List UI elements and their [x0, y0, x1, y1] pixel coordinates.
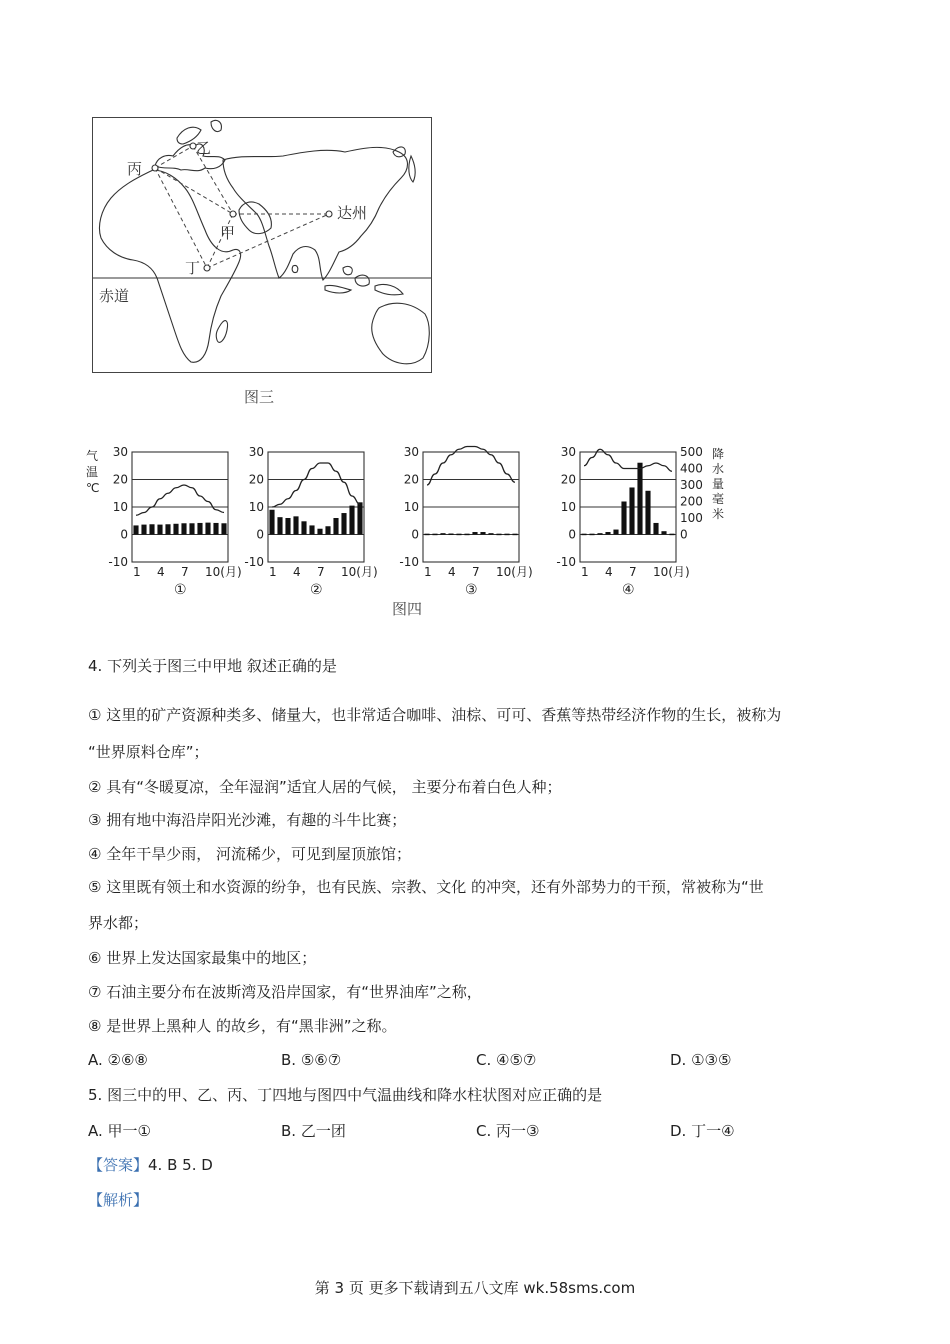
precip-unit-label: 量 — [712, 477, 725, 491]
y-tick-label-4: -10 — [556, 555, 576, 569]
precip-bar-4-5 — [613, 530, 618, 535]
precip-bar-3-12 — [512, 534, 517, 536]
map-label-bing: 丙 — [127, 160, 143, 178]
x-tick-label-3: 4 — [448, 565, 456, 579]
y-tick-label-1: 20 — [112, 472, 128, 487]
point-ding — [204, 265, 210, 271]
precip-bar-2-7 — [317, 529, 322, 535]
q4-item-5-cont: 界水都； — [88, 914, 149, 932]
x-tick-label-4: 4 — [605, 565, 613, 579]
analysis-tag: 【解析】 — [88, 1191, 149, 1209]
y-tick-label-4: 0 — [568, 527, 576, 542]
answer-text: 4. B 5. D — [148, 1156, 213, 1174]
temperature-curve-1 — [136, 485, 224, 515]
precip-bar-1-3 — [149, 524, 154, 534]
precip-bar-2-1 — [269, 510, 274, 535]
precip-bar-2-8 — [325, 526, 330, 534]
q4-item-1-cont: “世界原料仓库”； — [88, 743, 209, 761]
precip-bar-2-10 — [341, 513, 346, 534]
precip-bar-4-6 — [621, 502, 626, 535]
precip-bar-2-9 — [333, 518, 338, 535]
panel-label-4: ④ — [622, 582, 635, 598]
figure-4-caption: 图四 — [392, 600, 423, 618]
right-axis-label: 200 — [680, 494, 703, 509]
x-tick-label-2: 10(月) — [341, 565, 378, 579]
q4-item-8: ⑧ 是世界上黑种人 的故乡，有“黑非洲”之称。 — [88, 1017, 397, 1035]
q4-item-1: ① 这里的矿产资源种类多、储量大，也非常适合咖啡、油棕、可可、香蕉等热带经济作物的生长，被称为 — [88, 706, 782, 724]
map-label-yi: 乙 — [196, 139, 212, 157]
panel-label-2: ② — [310, 582, 323, 598]
q4-item-5: ⑤ 这里既有领土和水资源的纷争，也有民族、宗教、文化 的冲突，还有外部势力的干预，常被称为“世 — [88, 878, 764, 896]
precip-bar-4-3 — [597, 533, 602, 535]
x-tick-label-4: 7 — [629, 565, 637, 579]
precip-bar-2-12 — [357, 502, 362, 534]
map-label-jia: 甲 — [220, 224, 236, 242]
x-tick-label-4: 10(月) — [653, 565, 690, 579]
answer-line — [88, 1155, 213, 1175]
right-axis-label: 300 — [680, 478, 703, 492]
y-tick-label-3: -10 — [399, 555, 419, 569]
precip-unit-label: 毫 — [712, 492, 725, 506]
precip-bar-1-5 — [165, 524, 170, 534]
temp-unit-label: 温 — [86, 465, 99, 479]
right-axis-label: 0 — [680, 527, 688, 542]
precip-bar-2-4 — [293, 516, 298, 534]
y-tick-label-3: 10 — [403, 500, 419, 514]
map-label-ding: 丁 — [185, 259, 201, 277]
panel-label-1: ① — [174, 582, 187, 598]
precip-bar-1-9 — [197, 523, 202, 535]
q5-option-a[interactable]: A. 甲一① — [88, 1122, 151, 1140]
right-axis-label: 100 — [680, 511, 703, 525]
world-map-figure — [92, 117, 432, 373]
y-tick-label-3: 20 — [403, 472, 419, 487]
precip-bar-4-8 — [637, 463, 642, 535]
temp-unit-label: ℃ — [86, 481, 100, 495]
q5-option-d[interactable]: D. 丁一④ — [670, 1122, 735, 1140]
figure-3-caption: 图三 — [244, 388, 275, 406]
y-tick-label-4: 20 — [560, 472, 576, 487]
q4-option-b[interactable]: B. ⑤⑥⑦ — [281, 1051, 342, 1069]
precip-bar-2-6 — [309, 525, 314, 534]
precip-bar-3-7 — [472, 532, 477, 534]
y-tick-label-3: 30 — [403, 445, 419, 459]
y-tick-label-1: 0 — [120, 527, 128, 542]
precip-bar-4-2 — [589, 534, 594, 536]
precip-bar-1-10 — [205, 523, 210, 535]
precip-bar-2-3 — [285, 518, 290, 535]
x-tick-label-1: 1 — [133, 565, 141, 579]
map-label-dazhou: 达州 — [337, 204, 368, 222]
x-tick-label-1: 10(月) — [205, 565, 242, 579]
x-tick-label-2: 1 — [269, 565, 277, 579]
answer-tag: 【答案】 — [88, 1156, 149, 1174]
y-tick-label-3: 0 — [411, 527, 419, 542]
y-tick-label-1: 30 — [112, 445, 128, 459]
q4-item-4: ④ 全年干旱少雨， 河流稀少，可见到屋顶旅馆； — [88, 845, 411, 863]
q4-item-2: ② 具有“冬暖夏凉，全年湿润”适宜人居的气候， 主要分布着白色人种； — [88, 778, 562, 796]
y-tick-label-1: 10 — [112, 500, 128, 514]
q4-option-a[interactable]: A. ②⑥⑧ — [88, 1051, 148, 1069]
question-4-stem: 4. 下列关于图三中甲地 叙述正确的是 — [88, 657, 337, 675]
point-dazhou — [326, 211, 332, 217]
precip-bar-1-2 — [141, 525, 146, 535]
x-tick-label-3: 1 — [424, 565, 432, 579]
precip-unit-label: 水 — [712, 462, 725, 476]
precip-bar-1-11 — [213, 523, 218, 535]
x-tick-label-4: 1 — [581, 565, 589, 579]
q5-option-b[interactable]: B. 乙一团 — [281, 1122, 346, 1140]
precip-bar-3-4 — [448, 534, 453, 536]
y-tick-label-1: -10 — [108, 555, 128, 569]
point-jia — [230, 211, 236, 217]
precip-bar-3-8 — [480, 532, 485, 534]
precip-bar-1-1 — [133, 525, 138, 534]
precip-bar-2-5 — [301, 521, 306, 534]
panel-label-3: ③ — [465, 582, 478, 598]
x-tick-label-1: 7 — [181, 565, 189, 579]
precip-bar-1-8 — [189, 523, 194, 534]
temperature-curve-2 — [272, 463, 360, 507]
y-tick-label-4: 10 — [560, 500, 576, 514]
x-tick-label-3: 7 — [472, 565, 480, 579]
x-tick-label-3: 10(月) — [496, 565, 533, 579]
q4-item-6: ⑥ 世界上发达国家最集中的地区； — [88, 949, 317, 967]
precip-bar-3-5 — [456, 534, 461, 536]
temp-unit-label: 气 — [86, 449, 99, 463]
map-drawing — [93, 118, 431, 372]
y-tick-label-2: 30 — [248, 445, 264, 459]
question-5-stem: 5. 图三中的甲、乙、丙、丁四地与图四中气温曲线和降水柱状图对应正确的是 — [88, 1086, 603, 1104]
q4-item-7: ⑦ 石油主要分布在波斯湾及沿岸国家，有“世界油库”之称， — [88, 983, 482, 1001]
precip-bar-3-10 — [496, 534, 501, 536]
precip-bar-4-11 — [661, 531, 666, 534]
precip-bar-2-2 — [277, 517, 282, 534]
q5-option-c[interactable]: C. 丙一③ — [476, 1122, 540, 1140]
precip-bar-4-1 — [581, 534, 586, 536]
precip-bar-2-11 — [349, 506, 354, 535]
x-tick-label-1: 4 — [157, 565, 165, 579]
climate-charts — [80, 438, 740, 618]
precip-bar-3-11 — [504, 534, 509, 536]
y-tick-label-2: 20 — [248, 472, 264, 487]
precip-bar-1-6 — [173, 524, 178, 535]
page-footer: 第 3 页 更多下载请到五八文库 wk.58sms.com — [314, 1279, 636, 1297]
y-tick-label-2: 10 — [248, 500, 264, 514]
precip-bar-3-6 — [464, 534, 469, 536]
precip-unit-label: 降 — [712, 447, 725, 461]
precip-bar-3-9 — [488, 533, 493, 535]
climate-charts-svg — [80, 438, 740, 618]
precip-bar-3-2 — [432, 534, 437, 536]
q4-option-d[interactable]: D. ①③⑤ — [670, 1051, 732, 1069]
point-bing — [152, 165, 158, 171]
q4-item-3: ③ 拥有地中海沿岸阳光沙滩，有趣的斗牛比赛； — [88, 811, 407, 829]
map-label-equator: 赤道 — [99, 287, 130, 305]
x-tick-label-2: 4 — [293, 565, 301, 579]
x-tick-label-2: 7 — [317, 565, 325, 579]
precip-bar-4-4 — [605, 532, 610, 534]
precip-bar-3-1 — [424, 534, 429, 536]
right-axis-label: 400 — [680, 461, 703, 476]
precip-bar-1-12 — [221, 523, 226, 534]
right-axis-label: 500 — [680, 445, 703, 459]
precip-bar-4-12 — [669, 534, 674, 536]
precip-unit-label: 米 — [712, 507, 725, 521]
precip-bar-4-10 — [653, 523, 658, 535]
precip-bar-1-7 — [181, 523, 186, 534]
y-tick-label-2: 0 — [256, 527, 264, 542]
precip-bar-4-9 — [645, 491, 650, 535]
y-tick-label-4: 30 — [560, 445, 576, 459]
precip-bar-3-3 — [440, 533, 445, 535]
q4-option-c[interactable]: C. ④⑤⑦ — [476, 1051, 537, 1069]
precip-bar-1-4 — [157, 525, 162, 535]
y-tick-label-2: -10 — [244, 555, 264, 569]
precip-bar-4-7 — [629, 487, 634, 534]
